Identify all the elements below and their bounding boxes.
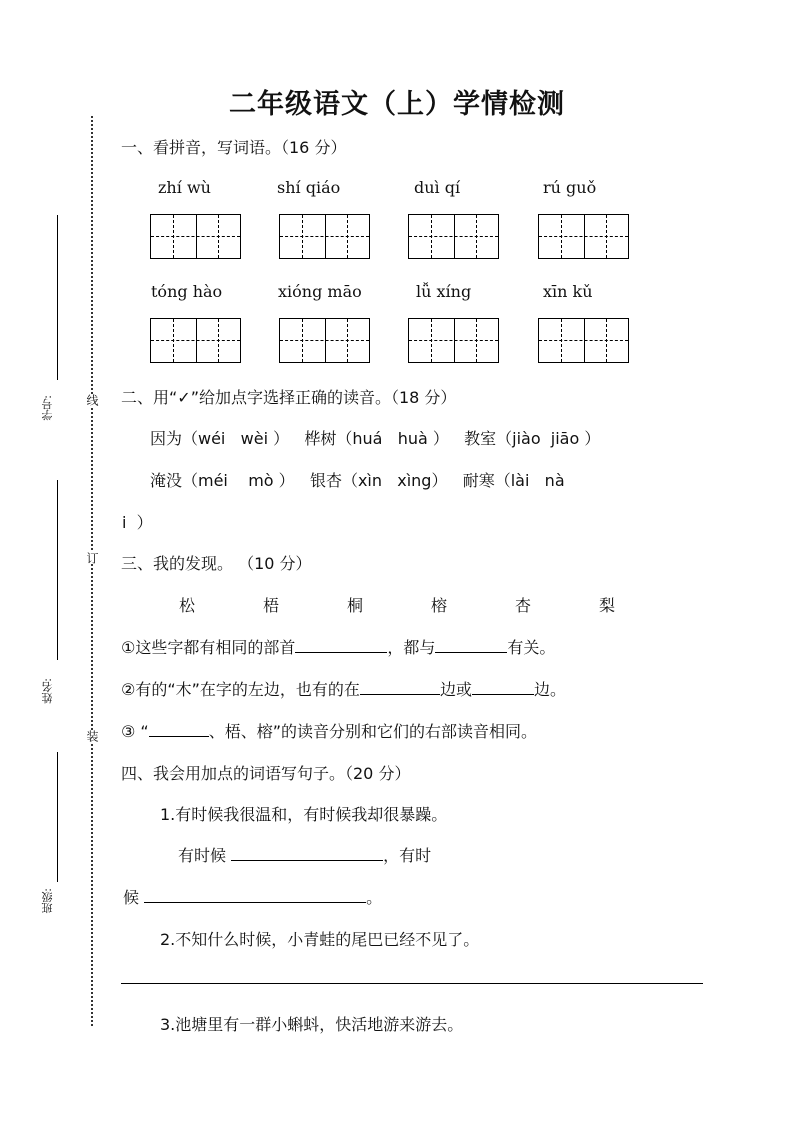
section4-q1-answer-line1 (178, 843, 431, 866)
q1-prompt-b: ，有时 (383, 846, 432, 865)
pinyin-2-4: xīn kǔ (543, 282, 593, 301)
section4-q1-answer-line2 (123, 885, 382, 908)
writing-grid[interactable] (538, 214, 629, 259)
page-title: 二年级语文（上）学情检测 (229, 89, 565, 120)
char-1: 松 (179, 596, 196, 615)
student-id-rule (57, 215, 58, 380)
writing-grid[interactable] (150, 214, 241, 259)
section3-heading: 三、我的发现。 （10 分） (121, 554, 312, 573)
q1-prompt-d: 。 (366, 888, 383, 907)
section3-q3 (121, 719, 537, 742)
writing-grid[interactable] (279, 214, 370, 259)
binding-mark-bind: 装 (85, 730, 99, 742)
section4-heading: 四、我会用加点的词语写句子。（20 分） (121, 764, 411, 783)
q3-text-a: ③ “ (121, 722, 149, 741)
pinyin-1-4: rú guǒ (543, 178, 597, 197)
pinyin-1-1: zhí wù (158, 178, 211, 197)
pinyin-2-1: tóng hào (151, 282, 223, 301)
q1-prompt-c: 候 (123, 888, 140, 907)
section2-line1: 因为（wéi wèi ） 桦树（huá huà ） 教室（jiào jiāo ） (150, 429, 601, 448)
char-6: 梨 (599, 596, 616, 615)
q3-text-b: 、梧、榕”的读音分别和它们的右部读音相同。 (208, 722, 538, 741)
writing-grid[interactable] (408, 318, 499, 363)
char-2: 梧 (263, 596, 280, 615)
q2-text-b: 边或 (439, 680, 472, 699)
q2-text-c: 边。 (533, 680, 566, 699)
binding-dotted-line (91, 116, 93, 1026)
q1-prompt-a: 有时候 (178, 846, 227, 865)
q1-text-b: ，都与 (387, 638, 436, 657)
char-5: 杏 (515, 596, 532, 615)
pinyin-2-3: lǚ xíng (416, 282, 472, 301)
binding-mark-line: 线 (85, 394, 99, 406)
section2-line2: 淹没（méi mò ） 银杏（xìn xìng） 耐寒（lài nà (150, 471, 565, 490)
class-label: 班级: (41, 888, 54, 914)
char-3: 桐 (347, 596, 364, 615)
name-label: 姓名: (41, 678, 54, 704)
answer-blank[interactable] (295, 636, 387, 653)
name-rule (57, 480, 58, 660)
answer-blank[interactable] (231, 844, 383, 861)
writing-grid[interactable] (279, 318, 370, 363)
q2-text-a: ②有的“木”在字的左边，也有的在 (121, 680, 360, 699)
answer-blank[interactable] (360, 678, 440, 695)
answer-blank[interactable] (435, 636, 507, 653)
answer-blank[interactable] (144, 886, 366, 903)
section2-heading: 二、用“✓”给加点字选择正确的读音。（18 分） (121, 388, 457, 407)
section1-heading: 一、看拼音，写词语。（16 分） (121, 138, 347, 157)
binding-mark-staple: 订 (85, 552, 99, 564)
char-4: 榕 (431, 596, 448, 615)
writing-grid[interactable] (150, 318, 241, 363)
section4-q2: 2.不知什么时候，小青蛙的尾巴已经不见了。 (160, 930, 480, 949)
section3-q1 (121, 635, 555, 658)
pinyin-1-2: shí qiáo (277, 178, 341, 197)
writing-grid[interactable] (408, 214, 499, 259)
q1-text-c: 有关。 (507, 638, 556, 657)
section4-q3: 3.池塘里有一群小蝌蚪，快活地游来游去。 (160, 1015, 464, 1034)
section3-q2 (121, 677, 566, 700)
section2-line3: i ） (122, 513, 153, 532)
answer-line[interactable] (121, 983, 703, 984)
pinyin-2-2: xióng māo (278, 282, 362, 301)
answer-blank[interactable] (149, 720, 209, 737)
pinyin-1-3: duì qí (414, 178, 461, 197)
section4-q1: 1.有时候我很温和，有时候我却很暴躁。 (160, 805, 448, 824)
writing-grid[interactable] (538, 318, 629, 363)
answer-blank[interactable] (472, 678, 534, 695)
student-id-label: 学号: (41, 395, 54, 421)
class-rule (57, 752, 58, 882)
q1-text-a: ①这些字都有相同的部首 (121, 638, 296, 657)
